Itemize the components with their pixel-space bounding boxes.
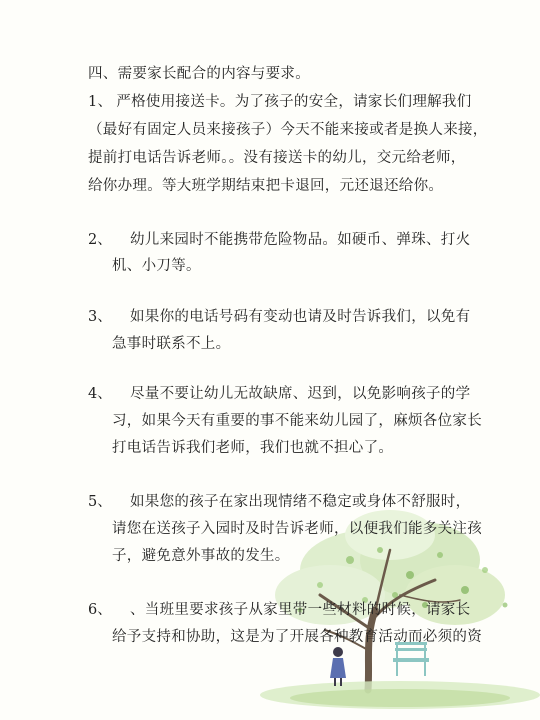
bench [393,642,429,676]
item-6-line-1: 、当班里要求孩子从家里带一些材料的时候，请家长 [130,602,471,618]
item-5-number: 5、 [88,494,112,510]
item-3-number: 3、 [88,309,112,325]
item-1-line-1 [88,92,472,112]
item-1-text: 严格使用接送卡。为了孩子的安全，请家长们理解我们 [116,94,472,110]
item-2-line-2: 机、小刀等。 [112,258,201,274]
item-6-line-2: 给予支持和协助，这是为了开展各种教育活动而必须的资 [112,629,482,645]
item-4-number: 4、 [88,386,112,402]
item-3-line-1: 如果你的电话号码有变动也请及时告诉我们，以免有 [130,309,471,325]
girl-figure [330,647,346,686]
item-6-number: 6、 [88,602,112,618]
item-3-line-2: 急事时联系不上。 [112,336,231,352]
item-4-line-2: 习，如果今天有重要的事不能来幼儿园了，麻烦各位家长 [112,413,482,429]
section-heading: 四、需要家长配合的内容与要求。 [88,66,310,82]
item-2-line-1: 幼儿来园时不能携带危险物品。如硬币、弹珠、打火 [130,232,471,248]
item-1-line-2: （最好有固定人员来接孩子）今天不能来接或者是换人来接， [88,122,488,138]
item-2-number: 2、 [88,232,112,248]
item-5-line-1: 如果您的孩子在家出现情绪不稳定或身体不舒服时， [130,494,471,510]
item-1-line-4: 给你办理。等大班学期结束把卡退回，元还退还给你。 [88,178,444,194]
item-4-line-1: 尽量不要让幼儿无故缺席、迟到，以免影响孩子的学 [130,386,471,402]
item-1-number: 1、 [88,94,113,110]
item-4-line-3: 打电话告诉我们老师，我们也就不担心了。 [112,440,394,456]
item-1-line-3: 提前打电话告诉老师。。没有接送卡的幼儿，交元给老师， [88,150,466,166]
item-5-line-3: 子，避免意外事故的发生。 [112,548,290,564]
item-5-line-2: 请您在送孩子入园时及时告诉老师，以便我们能多关注孩 [112,521,482,537]
